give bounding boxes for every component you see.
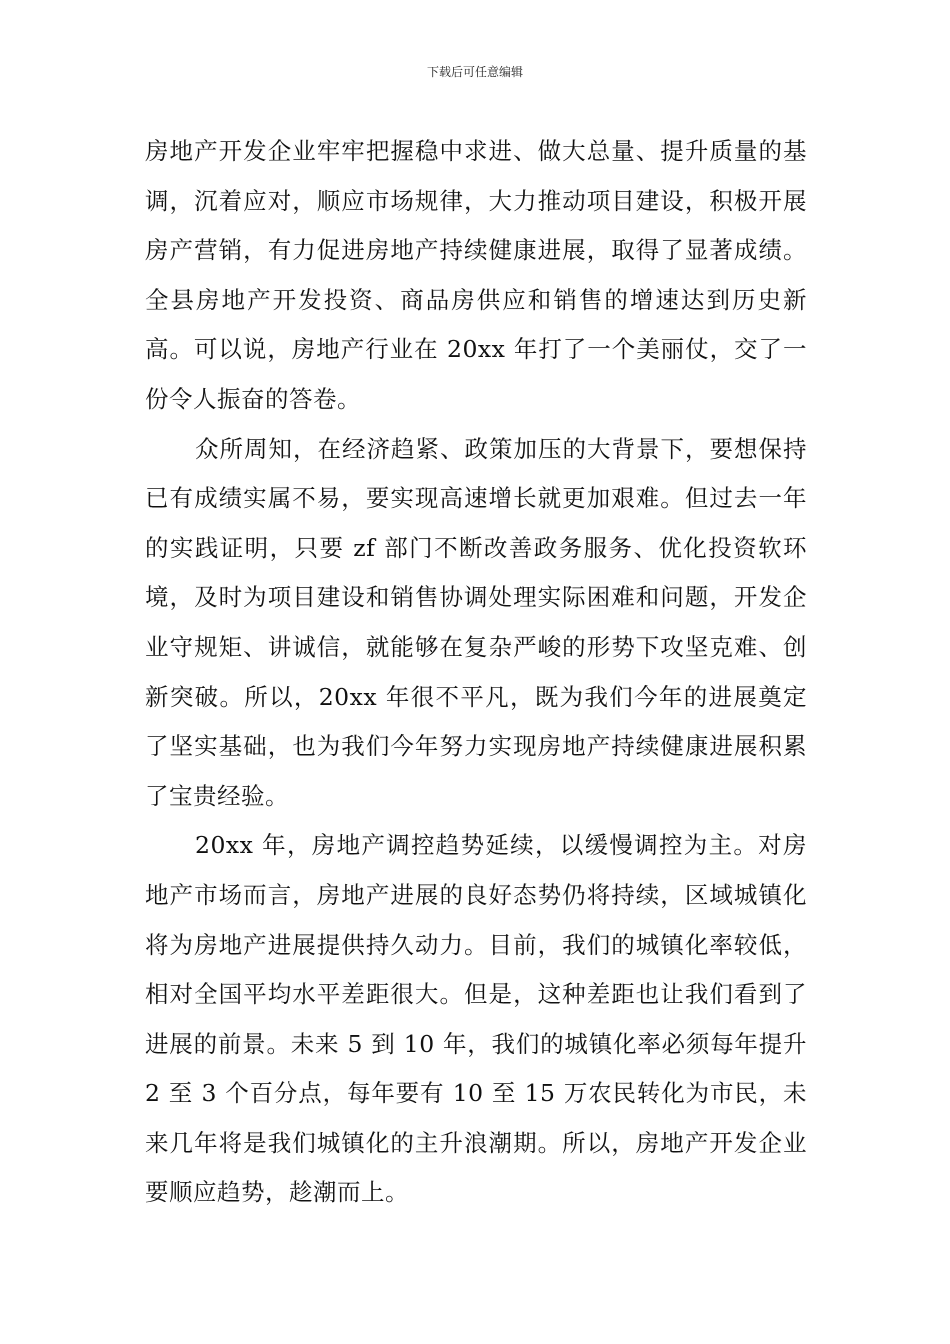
paragraph-1: 房地产开发企业牢牢把握稳中求进、做大总量、提升质量的基调，沉着应对，顺应市场规律，大力推动项目建设，积极开展房产营销，有力促进房地产持续健康进展，取得了显著成绩。全县房地产开发投资、商品房供应和销售的增速达到历史新高。可以说，房地产行业在 20xx 年打了一个美丽仗，交了一份令人振奋的答卷。 — [145, 137, 807, 413]
page-header-note: 下载后可任意编辑 — [426, 65, 523, 79]
paragraph-3: 20xx 年，房地产调控趋势延续，以缓慢调控为主。对房地产市场而言，房地产进展的良好态势仍将持续，区域城镇化将为房地产进展提供持久动力。目前，我们的城镇化率较低，相对全国平均水平差距很大。但是，这种差距也让我们看到了进展的前景。未来 5 到 10 年，我们的城镇化率必须每年提升 2 至 3 个百分点，每年要有 10 至 15 万农民转化为市民，未来几年将是我们城镇化的主升浪潮期。所以，房地产开发企业要顺应趋势，趁潮而上。 — [145, 831, 807, 1207]
document-body — [145, 127, 807, 1218]
paragraph-2: 众所周知，在经济趋紧、政策加压的大背景下，要想保持已有成绩实属不易，要实现高速增长就更加艰难。但过去一年的实践证明，只要 zf 部门不断改善政务服务、优化投资软环境，及时为项目建设和销售协调处理实际困难和问题，开发企业守规矩、讲诚信，就能够在复杂严峻的形势下攻坚克难、创新突破。所以，20xx 年很不平凡，既为我们今年的进展奠定了坚实基础，也为我们今年努力实现房地产持续健康进展积累了宝贵经验。 — [145, 434, 807, 810]
